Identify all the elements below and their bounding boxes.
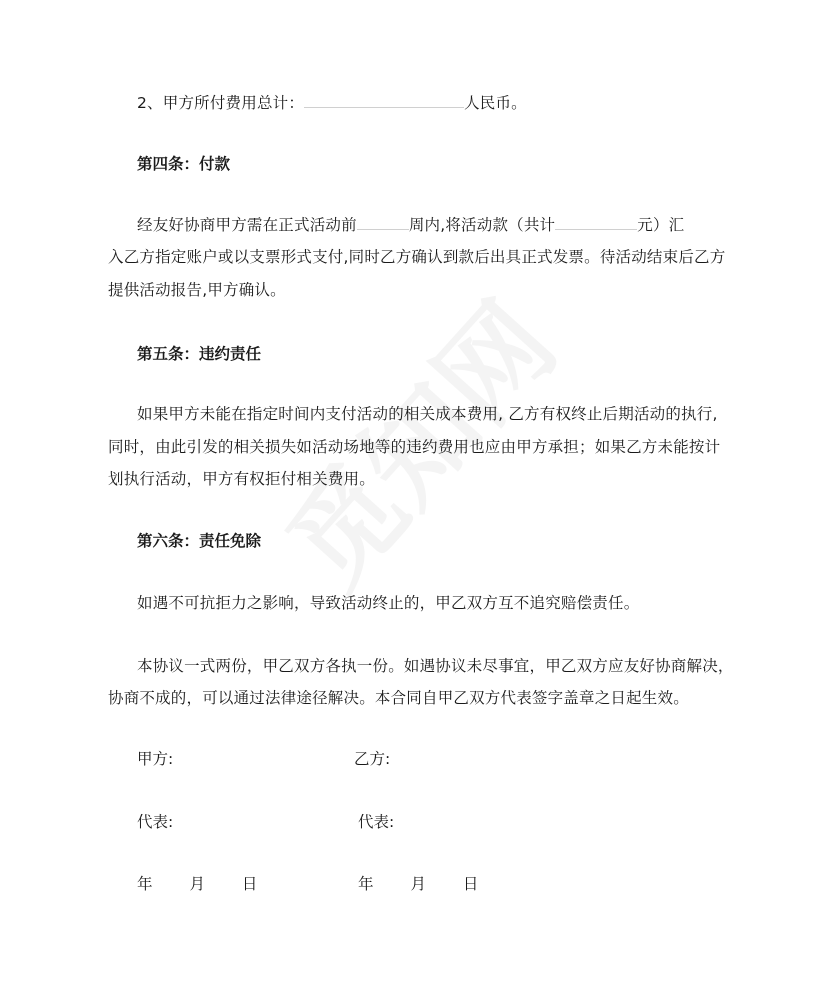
article-4-line-2: 入乙方指定账户或以支票形式支付,同时乙方确认到款后出具正式发票。待活动结束后乙方 [108,248,726,266]
weeks-blank [357,215,409,230]
date-b-year: 年 [358,875,374,893]
clause-2-suffix: 人民币。 [464,94,527,112]
party-a-label: 甲方: [137,750,174,768]
article-6-heading: 第六条：责任免除 [137,532,262,550]
representative-a-label: 代表: [137,813,174,831]
article-4-text-a: 经友好协商甲方需在正式活动前 [137,216,357,234]
date-a [137,872,257,894]
date-a-day: 日 [241,875,258,893]
date-b-day: 日 [462,875,479,893]
article-6-paragraph-1: 如遇不可抗拒力之影响，导致活动终止的，甲乙双方互不追究赔偿责任。 [137,594,640,612]
article-4-heading: 第四条：付款 [137,155,231,173]
article-4-text-c: 元）汇 [637,216,685,234]
clause-2 [137,91,527,113]
date-b [358,872,478,894]
article-4-text-b: 周内,将活动款（共计 [408,216,556,234]
party-b-label: 乙方: [354,750,391,768]
article-5-line-3: 划执行活动，甲方有权拒付相关费用。 [108,470,375,488]
clause-2-prefix: 2、甲方所付费用总计： [137,94,305,112]
date-b-month: 月 [410,875,426,893]
article-6-paragraph-2-line-2: 协商不成的，可以通过法律途径解决。本合同自甲乙双方代表签字盖章之日起生效。 [108,689,689,707]
article-6-paragraph-2-line-1: 本协议一式两份，甲乙双方各执一份。如遇协议未尽事宜，甲乙双方应友好协商解决， [137,657,734,675]
article-5-heading: 第五条：违约责任 [137,345,262,363]
date-a-month: 月 [189,875,205,893]
article-5-line-1: 如果甲方未能在指定时间内支付活动的相关成本费用, 乙方有权终止后期活动的执行, [137,405,718,423]
date-a-year: 年 [137,875,153,893]
amount-blank [555,215,637,230]
article-4-line-1 [137,213,684,235]
article-4-line-3: 提供活动报告,甲方确认。 [108,281,286,299]
article-5-line-2: 同时，由此引发的相关损失如活动场地等的违约费用也应由甲方承担；如果乙方未能按计 [108,438,721,456]
total-fee-blank [304,93,464,108]
representative-b-label: 代表: [358,813,395,831]
